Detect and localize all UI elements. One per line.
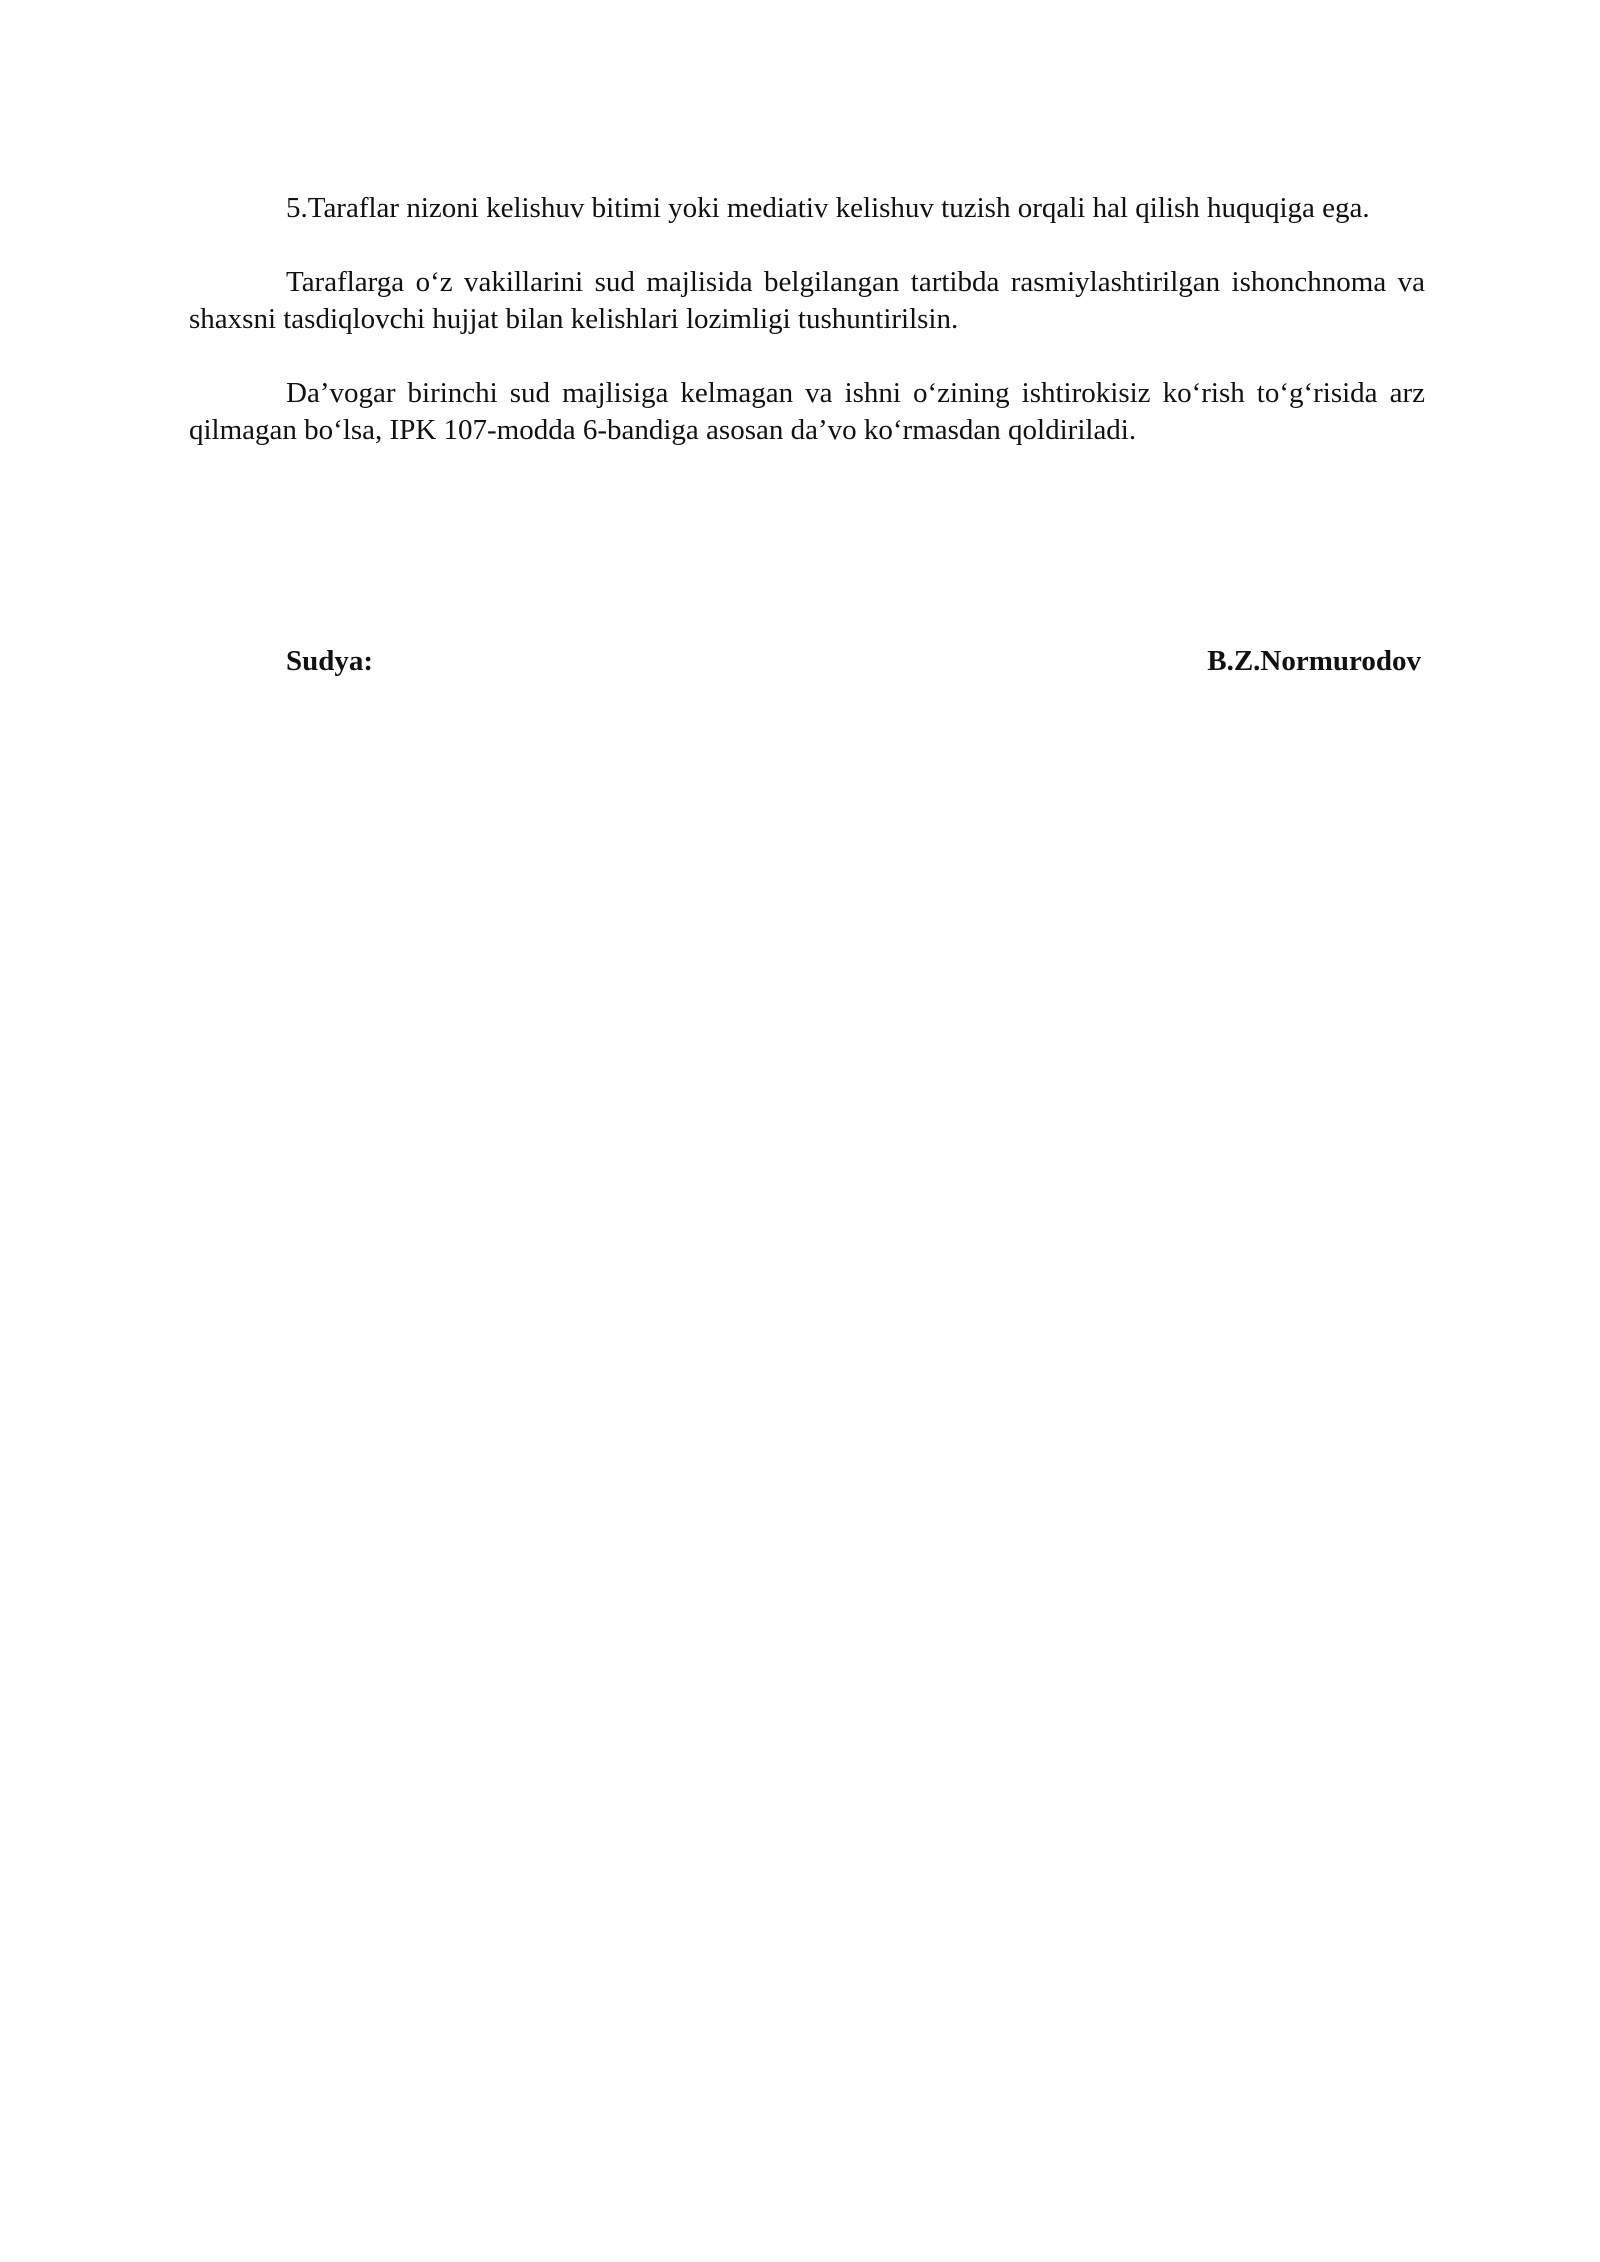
signature-name: B.Z.Normurodov xyxy=(1207,645,1421,677)
paragraph-representatives: Taraflarga o‘z vakillarini sud majlisida belgilangan tartibda rasmiylashtirilgan ishonchnoma va shaxsni tasdiqlovchi hujjat bilan kelishlari lozimligi tushuntirilsin. xyxy=(189,266,1425,335)
signature-role: Sudya: xyxy=(286,645,374,677)
document-body xyxy=(189,190,1425,486)
signature-block xyxy=(189,645,1421,685)
paragraph-plaintiff-absence: Da’vogar birinchi sud majlisiga kelmagan va ishni o‘zining ishtirokisiz ko‘rish to‘g‘risida arz qilmagan bo‘lsa, IPK 107-modda 6-bandiga asosan da’vo ko‘rmasdan qoldiriladi. xyxy=(189,377,1425,446)
paragraph-mediation-right: 5.Taraflar nizoni kelishuv bitimi yoki mediativ kelishuv tuzish orqali hal qilish huquqiga ega. xyxy=(286,192,1370,224)
